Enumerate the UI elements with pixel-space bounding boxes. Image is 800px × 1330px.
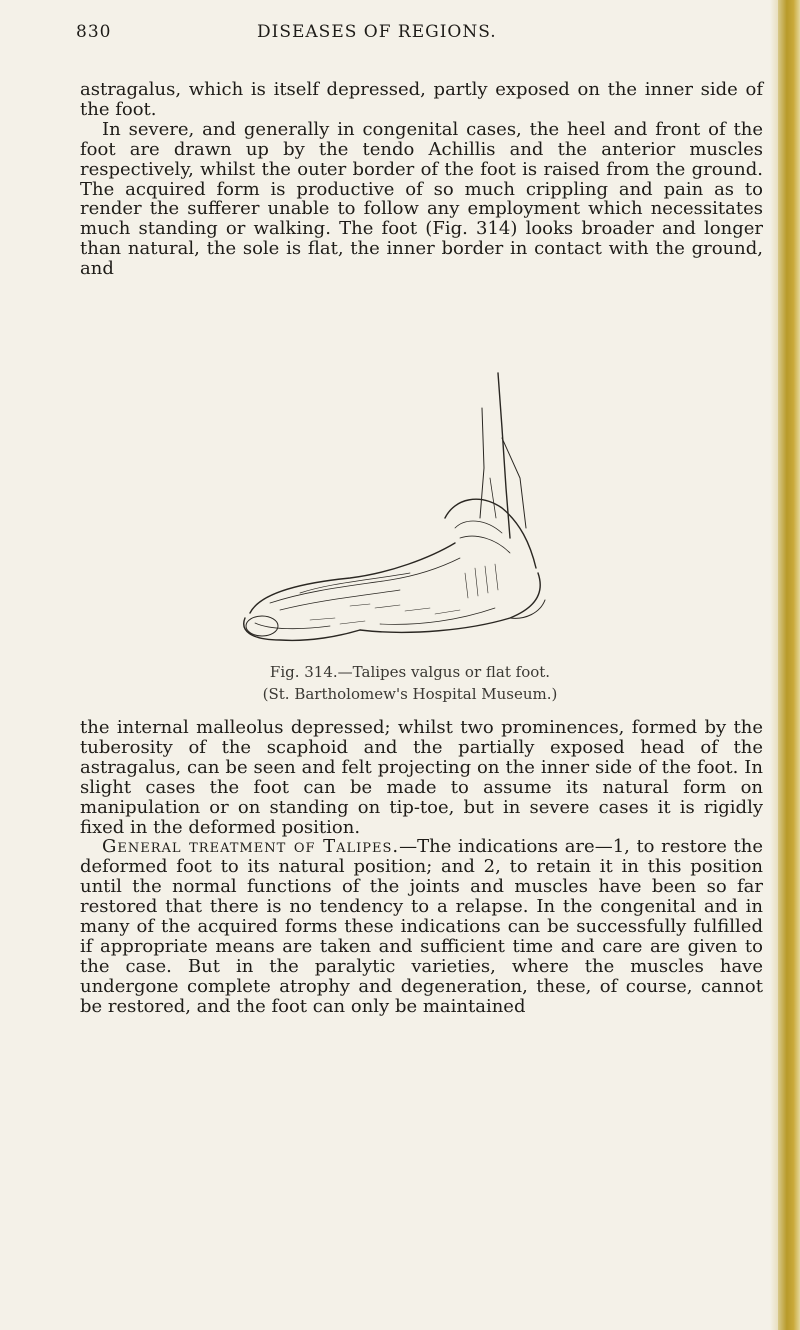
page-number: 830 [76, 22, 112, 42]
paragraph: In severe, and generally in congenital cases, the heel and front of the foot are drawn up by the tendo Achillis and the anterior muscles respectively, whilst the outer border of the foot is raised from the ground. The acquired form is productive of so much crippling and pain as to render the sufferer unable to follow any employment which necessitates much standing or walking. The foot (Fig. 314) looks broader and longer than natural, the sole is flat, the inner border in contact with the ground, and [80, 118, 763, 280]
paragraph: the internal malleolus depressed; whilst two prominences, formed by the tuberosity of the scaphoid and the partially exposed head of the astragalus, can be seen and felt projecting on the inner side of the foot. In slight cases the foot can be made to assume its natural form on manipulation or on standing on tip-toe, but in severe cases it is rigidly fixed in the deformed position. [80, 717, 763, 838]
page-edge-shadow [770, 0, 778, 1330]
text-block-bottom [80, 718, 763, 1017]
paragraph: astragalus, which is itself depressed, partly exposed on the inner side of the foot. [80, 79, 763, 120]
figure-illustration [240, 368, 570, 653]
figure-caption: Fig. 314.—Talipes valgus or flat foot. [269, 663, 551, 681]
page-edge-gilt [778, 0, 800, 1330]
foot-bone-illustration-icon [240, 368, 570, 653]
treatment-paragraph [80, 837, 763, 1016]
section-heading: General treatment of Talipes. [102, 836, 400, 858]
text-block-top [80, 80, 763, 279]
figure-source: (St. Bartholomew's Hospital Museum.) [262, 685, 558, 703]
running-title: DISEASES OF REGIONS. [257, 22, 497, 42]
treatment-text: —The indications are—1, to restore the deformed foot to its natural position; and 2, to retain it in this position until the normal functions of the joints and muscles have been so far restored that there is no tendency to a relapse. In the congenital and in many of the acquired forms these indications can be successfully fulfilled if appropriate means are taken and sufficient time and care are given to the case. But in the paralytic varieties, where the muscles have undergone complete atrophy and degeneration, these, of course, cannot be restored, and the foot can only be maintained [80, 836, 763, 1017]
